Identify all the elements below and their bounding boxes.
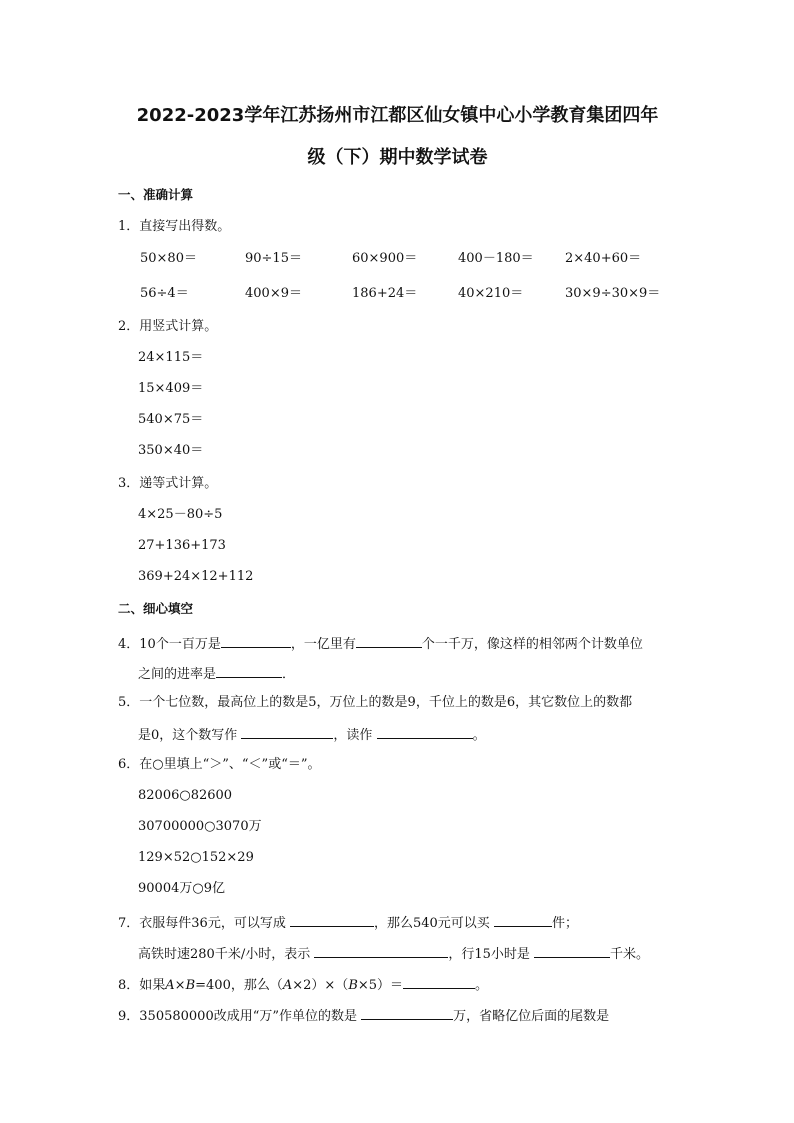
q7-text: 高铁时速280千米/小时，表示 [138,947,311,962]
q5-text: 是0，这个数写作 [138,728,238,743]
q6-item: 82006○82600 [138,788,233,803]
answer-blank[interactable] [361,1005,453,1020]
q3-item: 4×25－80÷5 [138,507,223,522]
q1-item: 60×900＝ [352,251,418,266]
question-9 [118,1005,609,1026]
q3-item: 27+136+173 [138,538,226,553]
q3-item: 369+24×12+112 [138,569,254,584]
q2-item: 15×409＝ [138,381,204,396]
question-1-prompt: 1．直接写出得数。 [118,219,231,234]
q9-text: 9．350580000改成用“万”作单位的数是 [118,1009,358,1024]
q4-text: 4．10个一百万是 [118,637,221,652]
question-7-line2 [138,943,649,964]
q2-item: 350×40＝ [138,443,204,458]
answer-blank[interactable] [241,724,333,739]
q1-item: 400－180＝ [458,251,534,266]
q2-item: 24×115＝ [138,350,204,365]
answer-blank[interactable] [314,943,448,958]
q4-text: 之间的进率是 [138,667,217,682]
answer-blank[interactable] [534,943,610,958]
section-heading-fill: 二、细心填空 [118,601,194,616]
q8-text: =400，那么（ [195,978,283,993]
q8-text: 。 [475,978,489,993]
answer-blank[interactable] [377,724,473,739]
question-5-line2 [138,724,486,745]
answer-blank[interactable] [221,633,291,648]
q7-text: ，行15小时是 [448,947,530,962]
q5-text: ，读作 [333,728,373,743]
q8-var-b: B [185,978,196,993]
q4-text: ，一亿里有 [290,637,356,652]
question-4-line2 [138,663,295,684]
question-3-prompt: 3．递等式计算。 [118,476,218,491]
q1-item: 2×40+60＝ [565,251,642,266]
q8-text: ×2）×（ [292,978,349,993]
answer-blank[interactable] [403,974,475,989]
q8-text: × [174,978,186,993]
answer-blank[interactable] [494,912,552,927]
q8-var-a: A [165,978,175,993]
q1-item: 50×80＝ [140,251,197,266]
q7-text: 7．衣服每件36元，可以写成 [118,916,286,931]
question-8 [118,974,488,995]
q9-text: 万，省略亿位后面的尾数是 [453,1009,610,1024]
question-6-prompt: 6．在○里填上“＞”、“＜”或“＝”。 [118,757,321,772]
q8-var-b: B [348,978,358,993]
question-5-line1: 5．一个七位数，最高位上的数是5，万位上的数是9，千位上的数是6，其它数位上的数都 [118,695,633,710]
q8-text: ×5）＝ [357,978,404,993]
question-7-line1 [118,912,578,933]
q4-text: ． [282,667,296,682]
q7-text: 件； [551,916,578,931]
page-title-line2: 级（下）期中数学试卷 [307,147,488,168]
q7-text: ，那么540元可以买 [373,916,490,931]
page-title-line1: 2022-2023学年江苏扬州市江都区仙女镇中心小学教育集团四年 [136,105,659,126]
answer-blank[interactable] [356,633,422,648]
answer-blank[interactable] [290,912,374,927]
q1-item: 90÷15＝ [245,251,302,266]
q5-text: 。 [472,728,486,743]
q6-item: 90004万○9亿 [138,881,225,896]
q1-item: 186+24＝ [352,286,418,301]
section-heading-calc: 一、准确计算 [118,187,194,202]
q7-text: 千米。 [610,947,650,962]
q1-item: 40×210＝ [458,286,524,301]
q2-item: 540×75＝ [138,412,204,427]
q8-var-a: A [282,978,293,993]
q6-item: 129×52○152×29 [138,850,254,865]
answer-blank[interactable] [216,663,282,678]
q6-item: 30700000○3070万 [138,819,262,834]
q1-item: 30×9÷30×9＝ [565,286,661,301]
question-4-line1 [118,633,643,654]
q4-text: 个一千万，像这样的相邻两个计数单位 [421,637,643,652]
q1-item: 56÷4＝ [140,286,189,301]
question-2-prompt: 2．用竖式计算。 [118,319,218,334]
q8-text: 8．如果 [118,978,166,993]
q1-item: 400×9＝ [245,286,302,301]
